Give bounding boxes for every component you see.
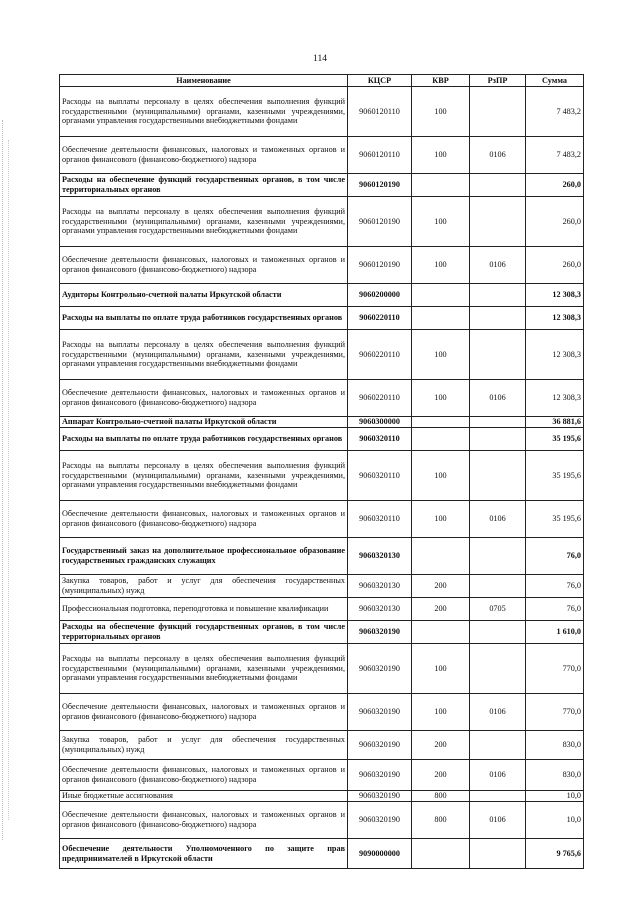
row-name-cell: Иные бюджетные ассигнования	[60, 791, 348, 802]
row-kcsr-cell: 9060220110	[348, 307, 412, 330]
row-kvr-cell	[412, 839, 470, 869]
row-rzpr-cell	[470, 428, 526, 451]
header-kvr: КВР	[412, 75, 470, 87]
table-row	[60, 417, 584, 428]
table-row	[60, 802, 584, 839]
row-sum-cell: 10,0	[526, 802, 584, 839]
row-name-cell: Расходы на обеспечение функций государственных органов, в том числе территориальных органов	[60, 621, 348, 644]
row-sum-cell: 260,0	[526, 247, 584, 284]
row-rzpr-cell	[470, 451, 526, 501]
row-rzpr-cell: 0106	[470, 760, 526, 791]
row-rzpr-cell: 0106	[470, 694, 526, 731]
row-name-cell: Расходы на выплаты персоналу в целях обеспечения выполнения функций государственными (муниципальными) органами, казенными учреждениями, органами управления государственными внебюджетными фондами	[60, 330, 348, 380]
row-sum-cell: 76,0	[526, 538, 584, 575]
row-rzpr-cell: 0705	[470, 598, 526, 621]
row-name-cell: Государственный заказ на дополнительное профессиональное образование государственных гражданских служащих	[60, 538, 348, 575]
row-name-cell: Обеспечение деятельности финансовых, налоговых и таможенных органов и органов финансового (финансово-бюджетного) надзора	[60, 137, 348, 174]
row-kcsr-cell: 9060220110	[348, 330, 412, 380]
table-row	[60, 791, 584, 802]
budget-table	[59, 74, 584, 869]
row-sum-cell: 12 308,3	[526, 380, 584, 417]
row-sum-cell: 10,0	[526, 791, 584, 802]
row-name-cell: Обеспечение деятельности финансовых, налоговых и таможенных органов и органов финансового (финансово-бюджетного) надзора	[60, 380, 348, 417]
row-kcsr-cell: 9060120190	[348, 247, 412, 284]
row-name-cell: Закупка товаров, работ и услуг для обеспечения государственных (муниципальных) нужд	[60, 731, 348, 760]
row-kcsr-cell: 9060220110	[348, 380, 412, 417]
row-rzpr-cell	[470, 174, 526, 197]
table-row	[60, 247, 584, 284]
scan-margin-mark	[8, 140, 13, 820]
row-rzpr-cell	[470, 307, 526, 330]
table-row	[60, 197, 584, 247]
row-rzpr-cell: 0106	[470, 380, 526, 417]
row-kvr-cell: 200	[412, 731, 470, 760]
row-kcsr-cell: 9060320110	[348, 451, 412, 501]
row-rzpr-cell	[470, 731, 526, 760]
row-kvr-cell: 100	[412, 694, 470, 731]
row-kcsr-cell: 9060200000	[348, 284, 412, 307]
row-sum-cell: 1 610,0	[526, 621, 584, 644]
row-sum-cell: 7 483,2	[526, 87, 584, 137]
row-kvr-cell	[412, 284, 470, 307]
row-sum-cell: 260,0	[526, 174, 584, 197]
table-row	[60, 760, 584, 791]
row-rzpr-cell: 0106	[470, 501, 526, 538]
row-sum-cell: 36 881,6	[526, 417, 584, 428]
row-sum-cell: 35 195,6	[526, 501, 584, 538]
row-rzpr-cell	[470, 417, 526, 428]
row-sum-cell: 830,0	[526, 731, 584, 760]
table-row	[60, 621, 584, 644]
row-kcsr-cell: 9060320130	[348, 538, 412, 575]
table-row	[60, 428, 584, 451]
table-row	[60, 839, 584, 869]
row-kcsr-cell: 9060320190	[348, 802, 412, 839]
row-sum-cell: 830,0	[526, 760, 584, 791]
row-name-cell: Обеспечение деятельности Уполномоченного по защите прав предпринимателей в Иркутской области	[60, 839, 348, 869]
row-kcsr-cell: 9060320190	[348, 731, 412, 760]
row-name-cell: Расходы на выплаты персоналу в целях обеспечения выполнения функций государственными (муниципальными) органами, казенными учреждениями, органами управления государственными внебюджетными фондами	[60, 644, 348, 694]
row-sum-cell: 9 765,6	[526, 839, 584, 869]
row-kcsr-cell: 9060320110	[348, 428, 412, 451]
row-kvr-cell: 100	[412, 247, 470, 284]
row-name-cell: Расходы на обеспечение функций государственных органов, в том числе территориальных органов	[60, 174, 348, 197]
row-kvr-cell	[412, 428, 470, 451]
row-name-cell: Обеспечение деятельности финансовых, налоговых и таможенных органов и органов финансового (финансово-бюджетного) надзора	[60, 501, 348, 538]
row-kcsr-cell: 9060120190	[348, 197, 412, 247]
row-kvr-cell: 100	[412, 380, 470, 417]
table-header-row	[60, 75, 584, 87]
row-kvr-cell: 100	[412, 87, 470, 137]
row-kvr-cell	[412, 307, 470, 330]
table-row	[60, 501, 584, 538]
table-row	[60, 694, 584, 731]
row-rzpr-cell	[470, 791, 526, 802]
row-kcsr-cell: 9060320110	[348, 501, 412, 538]
row-kvr-cell	[412, 621, 470, 644]
header-kcsr: КЦСР	[348, 75, 412, 87]
row-kvr-cell: 100	[412, 451, 470, 501]
row-rzpr-cell	[470, 839, 526, 869]
row-kvr-cell	[412, 538, 470, 575]
row-rzpr-cell	[470, 644, 526, 694]
row-name-cell: Обеспечение деятельности финансовых, налоговых и таможенных органов и органов финансового (финансово-бюджетного) надзора	[60, 760, 348, 791]
row-kcsr-cell: 9060120110	[348, 137, 412, 174]
scan-margin-mark	[2, 120, 7, 840]
row-rzpr-cell	[470, 330, 526, 380]
row-kvr-cell: 100	[412, 137, 470, 174]
row-kvr-cell: 200	[412, 760, 470, 791]
row-name-cell: Аудиторы Контрольно-счетной палаты Иркутской области	[60, 284, 348, 307]
row-kvr-cell: 100	[412, 644, 470, 694]
header-sum: Сумма	[526, 75, 584, 87]
row-kvr-cell: 800	[412, 802, 470, 839]
table-row	[60, 731, 584, 760]
row-rzpr-cell	[470, 538, 526, 575]
row-kcsr-cell: 9060320190	[348, 644, 412, 694]
row-kvr-cell	[412, 417, 470, 428]
row-kcsr-cell: 9060120110	[348, 87, 412, 137]
row-rzpr-cell	[470, 87, 526, 137]
row-sum-cell: 12 308,3	[526, 330, 584, 380]
row-name-cell: Профессиональная подготовка, переподготовка и повышение квалификации	[60, 598, 348, 621]
row-kvr-cell: 100	[412, 197, 470, 247]
table-body	[60, 87, 584, 869]
table-row	[60, 538, 584, 575]
row-name-cell: Обеспечение деятельности финансовых, налоговых и таможенных органов и органов финансового (финансово-бюджетного) надзора	[60, 802, 348, 839]
row-kcsr-cell: 9060320130	[348, 575, 412, 598]
table-row	[60, 380, 584, 417]
table-row	[60, 137, 584, 174]
table-row	[60, 330, 584, 380]
header-rzpr: РзПР	[470, 75, 526, 87]
row-kvr-cell: 100	[412, 330, 470, 380]
row-kcsr-cell: 9060320190	[348, 791, 412, 802]
row-name-cell: Расходы на выплаты персоналу в целях обеспечения выполнения функций государственными (муниципальными) органами, казенными учреждениями, органами управления государственными внебюджетными фондами	[60, 451, 348, 501]
row-name-cell: Обеспечение деятельности финансовых, налоговых и таможенных органов и органов финансового (финансово-бюджетного) надзора	[60, 247, 348, 284]
row-rzpr-cell: 0106	[470, 802, 526, 839]
row-sum-cell: 7 483,2	[526, 137, 584, 174]
row-kcsr-cell: 9060320190	[348, 621, 412, 644]
row-sum-cell: 76,0	[526, 575, 584, 598]
row-sum-cell: 12 308,3	[526, 284, 584, 307]
row-name-cell: Аппарат Контрольно-счетной палаты Иркутской области	[60, 417, 348, 428]
row-kvr-cell: 200	[412, 575, 470, 598]
row-rzpr-cell: 0106	[470, 247, 526, 284]
table-row	[60, 644, 584, 694]
row-name-cell: Расходы на выплаты персоналу в целях обеспечения выполнения функций государственными (муниципальными) органами, казенными учреждениями, органами управления государственными внебюджетными фондами	[60, 197, 348, 247]
row-kcsr-cell: 9090000000	[348, 839, 412, 869]
row-kcsr-cell: 9060320190	[348, 694, 412, 731]
header-name: Наименование	[60, 75, 348, 87]
row-sum-cell: 35 195,6	[526, 428, 584, 451]
row-name-cell: Закупка товаров, работ и услуг для обеспечения государственных (муниципальных) нужд	[60, 575, 348, 598]
row-kvr-cell: 200	[412, 598, 470, 621]
row-rzpr-cell	[470, 197, 526, 247]
row-name-cell: Обеспечение деятельности финансовых, налоговых и таможенных органов и органов финансового (финансово-бюджетного) надзора	[60, 694, 348, 731]
row-kvr-cell	[412, 174, 470, 197]
row-kcsr-cell: 9060120190	[348, 174, 412, 197]
row-name-cell: Расходы на выплаты по оплате труда работников государственных органов	[60, 428, 348, 451]
table-row	[60, 598, 584, 621]
table-row	[60, 87, 584, 137]
row-kcsr-cell: 9060320190	[348, 760, 412, 791]
row-sum-cell: 76,0	[526, 598, 584, 621]
page-number: 114	[313, 54, 327, 64]
row-kvr-cell: 800	[412, 791, 470, 802]
row-name-cell: Расходы на выплаты персоналу в целях обеспечения выполнения функций государственными (муниципальными) органами, казенными учреждениями, органами управления государственными внебюджетными фондами	[60, 87, 348, 137]
table-row	[60, 284, 584, 307]
row-kcsr-cell: 9060300000	[348, 417, 412, 428]
row-name-cell: Расходы на выплаты по оплате труда работников государственных органов	[60, 307, 348, 330]
row-kcsr-cell: 9060320130	[348, 598, 412, 621]
row-rzpr-cell	[470, 621, 526, 644]
row-rzpr-cell	[470, 575, 526, 598]
row-kvr-cell: 100	[412, 501, 470, 538]
table-row	[60, 307, 584, 330]
row-rzpr-cell: 0106	[470, 137, 526, 174]
row-sum-cell: 770,0	[526, 694, 584, 731]
row-sum-cell: 12 308,3	[526, 307, 584, 330]
row-sum-cell: 770,0	[526, 644, 584, 694]
table-row	[60, 174, 584, 197]
table-row	[60, 451, 584, 501]
table-row	[60, 575, 584, 598]
row-rzpr-cell	[470, 284, 526, 307]
row-sum-cell: 260,0	[526, 197, 584, 247]
row-sum-cell: 35 195,6	[526, 451, 584, 501]
